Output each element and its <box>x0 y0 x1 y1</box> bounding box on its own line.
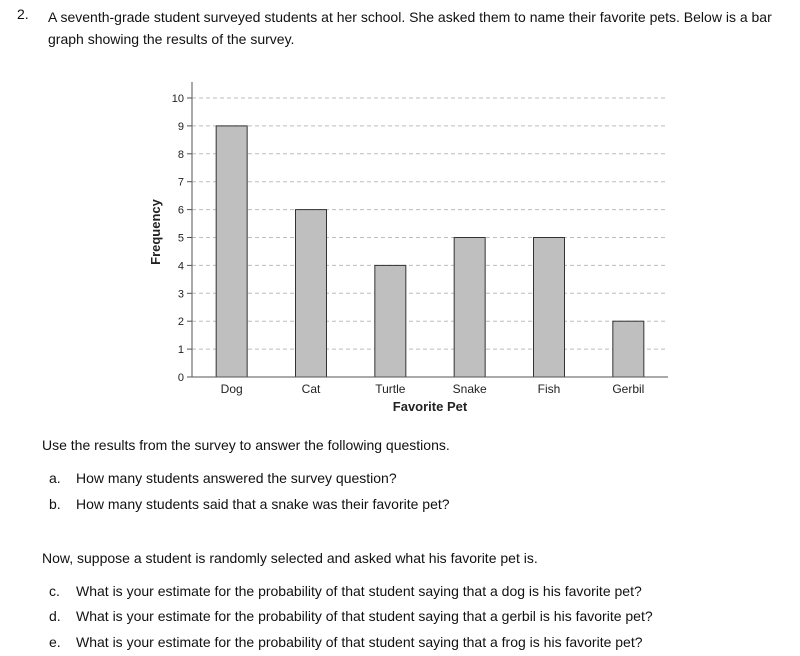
bar-gerbil <box>613 321 644 377</box>
question-c-text: What is your estimate for the probability of that student saying that a dog is his favorite pet? <box>76 583 642 599</box>
y-tick-label: 3 <box>177 288 184 301</box>
bars <box>216 126 644 377</box>
y-tick-label: 1 <box>177 344 184 357</box>
question-a-letter: a. <box>49 470 61 486</box>
bar-snake <box>454 238 485 378</box>
question-b-text: How many students said that a snake was their favorite pet? <box>76 496 450 512</box>
x-tick-label: Gerbil <box>612 382 645 396</box>
problem-statement: A seventh-grade student surveyed students at her school. She asked them to name their favorite pets. Below is a bar graph showing the results of the survey. <box>48 9 772 47</box>
y-tick-label: 6 <box>177 204 184 217</box>
y-tick-label: 5 <box>177 232 184 245</box>
axes <box>187 82 668 377</box>
y-tick-label: 10 <box>171 93 184 105</box>
questions-intro: Use the results from the survey to answer the following questions. <box>42 437 450 453</box>
x-axis-title: Favorite Pet <box>392 399 468 414</box>
question-d-letter: d. <box>49 608 61 624</box>
bar-turtle <box>375 265 406 377</box>
bar-dog <box>216 126 247 377</box>
y-tick-label: 4 <box>177 260 184 273</box>
y-tick-label: 9 <box>177 120 184 133</box>
x-tick-label: Turtle <box>375 382 406 396</box>
x-tick-label: Fish <box>537 382 561 396</box>
y-tick-label: 7 <box>177 176 184 189</box>
y-axis-title: Frequency <box>148 199 163 265</box>
y-tick-label: 8 <box>177 148 184 161</box>
question-b-letter: b. <box>49 496 61 512</box>
x-tick-label: Cat <box>301 382 321 396</box>
gridlines <box>192 98 668 349</box>
y-tick-label: 0 <box>177 372 184 384</box>
x-tick-label: Dog <box>220 382 243 396</box>
question-c-letter: c. <box>49 583 60 599</box>
followup-intro: Now, suppose a student is randomly selected and asked what his favorite pet is. <box>42 550 538 566</box>
question-e-text: What is your estimate for the probability of that student saying that a frog is his favorite pet? <box>76 634 643 650</box>
bar-cat <box>296 210 327 377</box>
question-a-text: How many students answered the survey question? <box>76 470 397 486</box>
bar-fish <box>534 238 565 378</box>
question-e-letter: e. <box>49 634 61 650</box>
y-tick-label: 2 <box>177 316 184 329</box>
x-tick-label: Snake <box>452 382 487 396</box>
problem-number: 2. <box>17 6 29 22</box>
question-d-text: What is your estimate for the probability of that student saying that a gerbil is his favorite pet? <box>76 608 653 624</box>
